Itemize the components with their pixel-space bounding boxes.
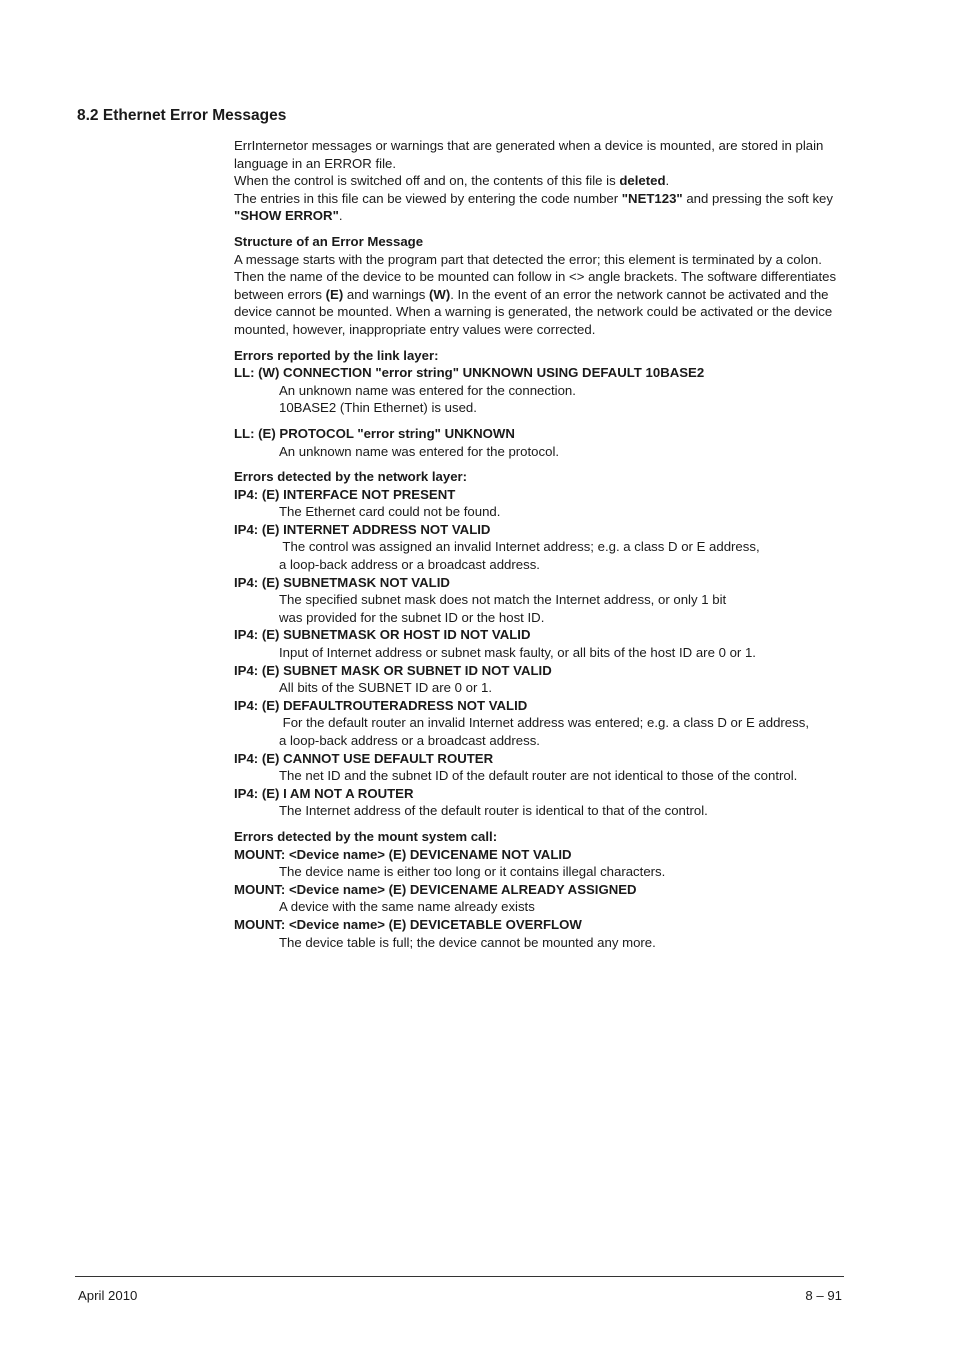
intro-p2-end: . — [665, 173, 670, 189]
error-message: MOUNT: <Device name> (E) DEVICETABLE OVERFLOW — [234, 916, 582, 932]
error-description: All bits of the SUBNET ID are 0 or 1. — [279, 680, 493, 696]
error-message: LL: (W) CONNECTION "error string" UNKNOWN USING DEFAULT 10BASE2 — [234, 365, 705, 381]
structure-text-a: A message starts with the program part that detected the error; this element is terminated by a colon. Then the name of the device to be mounted can follow in <> angle brackets. The software differentiates between errors — [234, 251, 837, 302]
structure-warning-tag: (W) — [429, 286, 451, 302]
error-message: IP4: (E) SUBNETMASK OR HOST ID NOT VALID — [234, 627, 531, 643]
mount-section — [234, 828, 846, 951]
mount-title: Errors detected by the mount system call: — [234, 828, 498, 844]
error-description: A device with the same name already exists — [279, 899, 535, 915]
error-description: The Internet address of the default router is identical to that of the control. — [279, 803, 708, 819]
error-description: The specified subnet mask does not match the Internet address, or only 1 bit — [279, 592, 727, 608]
network-layer-title: Errors detected by the network layer: — [234, 469, 468, 485]
error-description: An unknown name was entered for the protocol. — [279, 443, 560, 459]
intro-p2-text: When the control is switched off and on, the contents of this file is — [234, 173, 620, 189]
intro-paragraph-1: ErrInternetor messages or warnings that are generated when a device is mounted, are stored in plain language in an ERROR file. — [234, 138, 824, 171]
intro-p3-code: "NET123" — [621, 190, 683, 206]
error-description: Input of Internet address or subnet mask faulty, or all bits of the host ID are 0 or 1. — [279, 645, 756, 661]
error-description: An unknown name was entered for the connection. — [279, 382, 576, 398]
section-heading: 8.2 Ethernet Error Messages — [77, 107, 287, 124]
error-message: IP4: (E) DEFAULTROUTERADRESS NOT VALID — [234, 697, 528, 713]
intro-section — [234, 137, 846, 225]
intro-p2-bold: deleted — [619, 173, 666, 189]
error-message: IP4: (E) I AM NOT A ROUTER — [234, 785, 414, 801]
error-description: The control was assigned an invalid Internet address; e.g. a class D or E address, — [279, 539, 760, 555]
footer-divider — [75, 1276, 844, 1277]
error-description: The Ethernet card could not be found. — [279, 504, 501, 520]
error-message: IP4: (E) SUBNET MASK OR SUBNET ID NOT VALID — [234, 662, 552, 678]
error-description: was provided for the subnet ID or the host ID. — [279, 609, 545, 625]
intro-p3-end: . — [338, 208, 343, 224]
error-message: MOUNT: <Device name> (E) DEVICENAME NOT VALID — [234, 846, 572, 862]
intro-p3-text: The entries in this file can be viewed by entering the code number — [234, 190, 622, 206]
error-message: MOUNT: <Device name> (E) DEVICENAME ALREADY ASSIGNED — [234, 881, 637, 897]
error-description: The net ID and the subnet ID of the default router are not identical to those of the control. — [279, 768, 798, 784]
error-description: The device table is full; the device cannot be mounted any more. — [279, 934, 656, 950]
network-layer-section — [234, 468, 846, 820]
error-description: 10BASE2 (Thin Ethernet) is used. — [279, 400, 477, 416]
link-layer-section — [234, 347, 846, 461]
error-message: IP4: (E) INTERNET ADDRESS NOT VALID — [234, 521, 491, 537]
intro-p3-softkey: "SHOW ERROR" — [234, 208, 339, 224]
error-message: IP4: (E) CANNOT USE DEFAULT ROUTER — [234, 750, 494, 766]
structure-text-c: and warnings — [343, 286, 429, 302]
error-message: IP4: (E) SUBNETMASK NOT VALID — [234, 574, 450, 590]
structure-text-e: . In the event of an error the network cannot be activated and the device cannot be mounted. When a warning is generated, the network could be activated or the device mounted, however, inappropriate entry values were corrected. — [234, 286, 833, 337]
structure-text — [234, 251, 846, 339]
structure-section — [234, 233, 846, 339]
error-message: IP4: (E) INTERFACE NOT PRESENT — [234, 486, 456, 502]
error-description: a loop-back address or a broadcast address. — [279, 733, 540, 748]
page-content — [234, 137, 846, 951]
intro-p3-mid: and pressing the soft key — [682, 190, 833, 206]
intro-paragraph-3 — [234, 190, 846, 225]
page-number: 8 – 91 — [805, 1288, 842, 1303]
error-message: LL: (E) PROTOCOL "error string" UNKNOWN — [234, 425, 515, 441]
footer-date: April 2010 — [78, 1288, 138, 1303]
link-layer-title: Errors reported by the link layer: — [234, 347, 439, 363]
error-description: For the default router an invalid Internet address was entered; e.g. a class D or E address, — [279, 715, 809, 731]
error-description: The device name is either too long or it contains illegal characters. — [279, 864, 666, 880]
structure-error-tag: (E) — [325, 286, 344, 302]
structure-title: Structure of an Error Message — [234, 233, 424, 249]
error-description: a loop-back address or a broadcast address. — [279, 557, 540, 573]
intro-paragraph-2 — [234, 172, 846, 190]
